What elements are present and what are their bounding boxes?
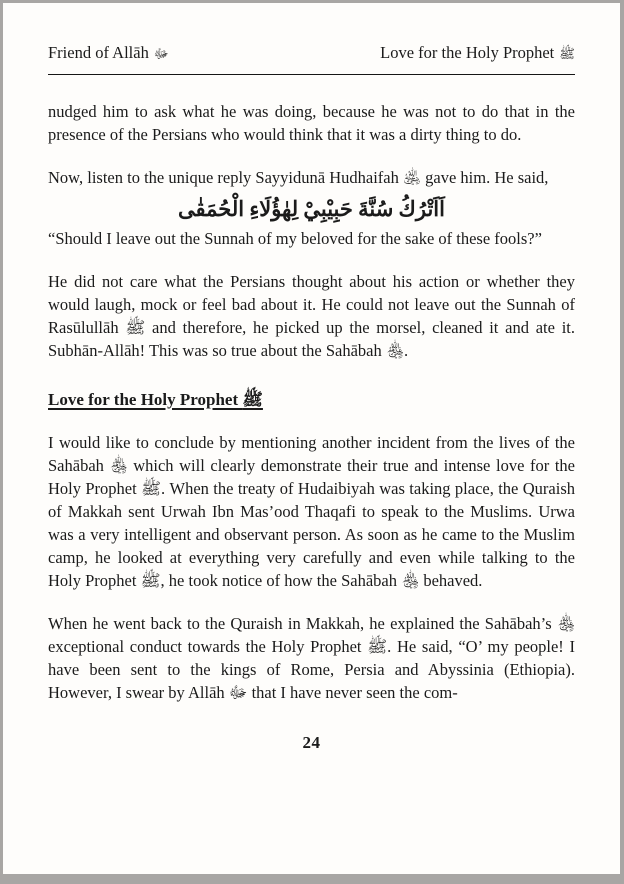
arabic-verse: اَاَتْرُكُ سُنَّةَ حَبِيْبِيْ لِهٰؤُلَاءِ الْحُمَقٰى bbox=[178, 197, 445, 221]
section-heading: Love for the Holy Prophet ﷺ bbox=[48, 390, 263, 409]
paragraph-went-back: When he went back to the Quraish in Makkah, he explained the Sahābah’s ﵃ exceptional conduct towards the Holy Prophet ﷺ. He said, “O’ my people! I have been sent to the kings of Rome, Persia and Abyssinia (Ethiopia). However, I swear by Allāh ﷻ that I have never seen the com- bbox=[48, 614, 575, 702]
book-page bbox=[3, 3, 620, 874]
header-left-text: Friend of Allāh bbox=[48, 43, 149, 62]
running-header bbox=[48, 43, 575, 75]
header-right-title bbox=[380, 43, 575, 64]
page-number: 24 bbox=[302, 733, 321, 752]
paragraph-listen: Now, listen to the unique reply Sayyidunā Hudhaifah ﵁ gave him. He said, bbox=[48, 168, 549, 187]
paragraph-conclude: I would like to conclude by mentioning another incident from the lives of the Sahābah ﵃ which will clearly demonstrate their true and intense love for the Holy Prophet ﷺ. When the treaty of Hudaibiyah was taking place, the Quraish of Makkah sent Urwah Ibn Mas’ood Thaqafi to speak to the Muslims. Urwa was a very intelligent and observant person. As soon as he came to the Muslim camp, he looked at everything very carefully and even while talking to the Holy Prophet ﷺ, he took notice of how the Sahābah ﵃ behaved. bbox=[48, 433, 575, 590]
header-left-title bbox=[48, 43, 169, 64]
verse-translation: “Should I leave out the Sunnah of my beloved for the sake of these fools?” bbox=[48, 229, 542, 248]
page-content bbox=[48, 100, 575, 754]
header-right-text: Love for the Holy Prophet bbox=[380, 43, 555, 62]
jalla-jalaluhu-icon: ﷻ bbox=[153, 46, 169, 61]
paragraph-nudged: nudged him to ask what he was doing, because he was not to do that in the presence of the Persians who would think that it was a dirty thing to do. bbox=[48, 102, 575, 144]
sallallahu-alayhi-wasallam-icon: ﷺ bbox=[559, 46, 575, 61]
paragraph-he-did-not-care: He did not care what the Persians thought about his action or whether they would laugh, mock or feel bad about it. He could not leave out the Sunnah of Rasūlullāh ﷺ and therefore, he picked up the morsel, cleaned it and ate it. Subhān-Allāh! This was so true about the Sahābah ﵃. bbox=[48, 272, 575, 360]
